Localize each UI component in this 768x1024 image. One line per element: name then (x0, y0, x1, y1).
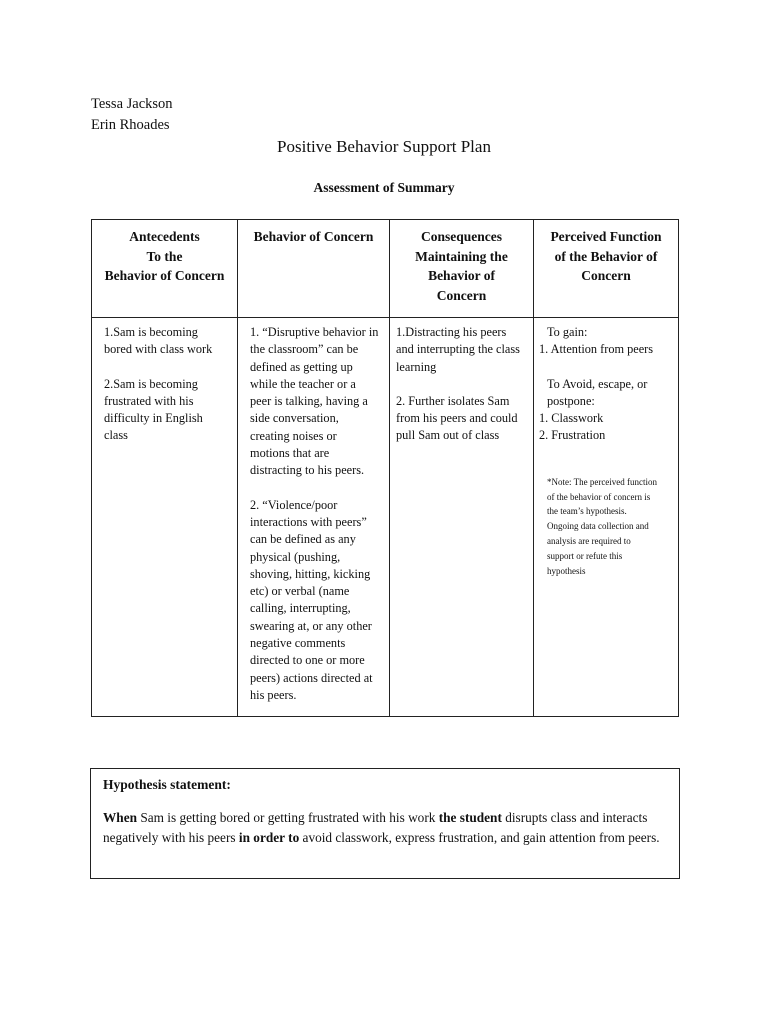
function-gain-item: 1. Attention from peers (539, 342, 654, 357)
hypothesis-part: disrupts class and interacts negatively with his peers (103, 810, 648, 845)
hypothesis-part: Sam is getting bored or getting frustrated with his work (137, 810, 439, 825)
hypothesis-keyword-order: in order to (238, 830, 300, 845)
author-name: Tessa Jackson (91, 96, 173, 112)
header-consequences: Consequences Maintaining the Behavior of Concern (390, 220, 534, 318)
behavior-item: 2. “Violence/poor interactions with peers” can be defined as any physical (pushing, shoving, hitting, kicking etc) or verbal (name calling, interrupting, swearing at, or any other negative comments directed to one or more peers) actions directed at his peers. (250, 497, 373, 702)
hypothesis-text (103, 808, 669, 848)
author-name: Erin Rhoades (91, 117, 170, 133)
antecedent-item: 1.Sam is becoming bored with class work (104, 325, 213, 357)
function-avoid-item: 2. Frustration (539, 428, 606, 443)
hypothesis-part: avoid classwork, express frustration, and gain attention from peers. (299, 830, 660, 845)
cell-antecedents (92, 318, 238, 717)
cell-function (534, 318, 679, 717)
behavior-item: 1. “Disruptive behavior in the classroom” can be defined as getting up while the teacher or a peer is talking, having a side conversation, creating noises or motions that are distracting to his peers. (250, 325, 379, 478)
header-behavior: Behavior of Concern (238, 220, 390, 318)
table-header-row (92, 220, 679, 318)
function-avoid-label: To Avoid, escape, or postpone: (547, 376, 648, 408)
cell-consequences (390, 318, 534, 717)
hypothesis-keyword-when: When (103, 810, 137, 825)
function-gain-label: To gain: (547, 325, 588, 339)
function-avoid-item: 1. Classwork (539, 411, 604, 426)
document-title: Positive Behavior Support Plan (277, 137, 491, 156)
hypothesis-keyword-student: the student (438, 810, 502, 825)
consequence-item: 2. Further isolates Sam from his peers and could pull Sam out of class (396, 393, 518, 443)
assessment-table (91, 219, 679, 717)
hypothesis-box (90, 768, 680, 879)
cell-behaviors (238, 318, 390, 717)
antecedent-item: 2.Sam is becoming frustrated with his difficulty in English class (104, 376, 203, 443)
header-antecedents: Antecedents To the Behavior of Concern (92, 220, 238, 318)
hypothesis-heading: Hypothesis statement: (103, 777, 231, 792)
consequence-item: 1.Distracting his peers and interrupting the class learning (396, 325, 520, 374)
authors-block (91, 94, 173, 136)
header-function: Perceived Function of the Behavior of Concern (534, 220, 679, 318)
table-row (92, 318, 679, 717)
function-note: *Note: The perceived function of the behavior of concern is the team’s hypothesis. Ongoing data collection and analysis are required to support or refute this hypothesis (547, 476, 658, 576)
document-subtitle: Assessment of Summary (313, 180, 455, 195)
